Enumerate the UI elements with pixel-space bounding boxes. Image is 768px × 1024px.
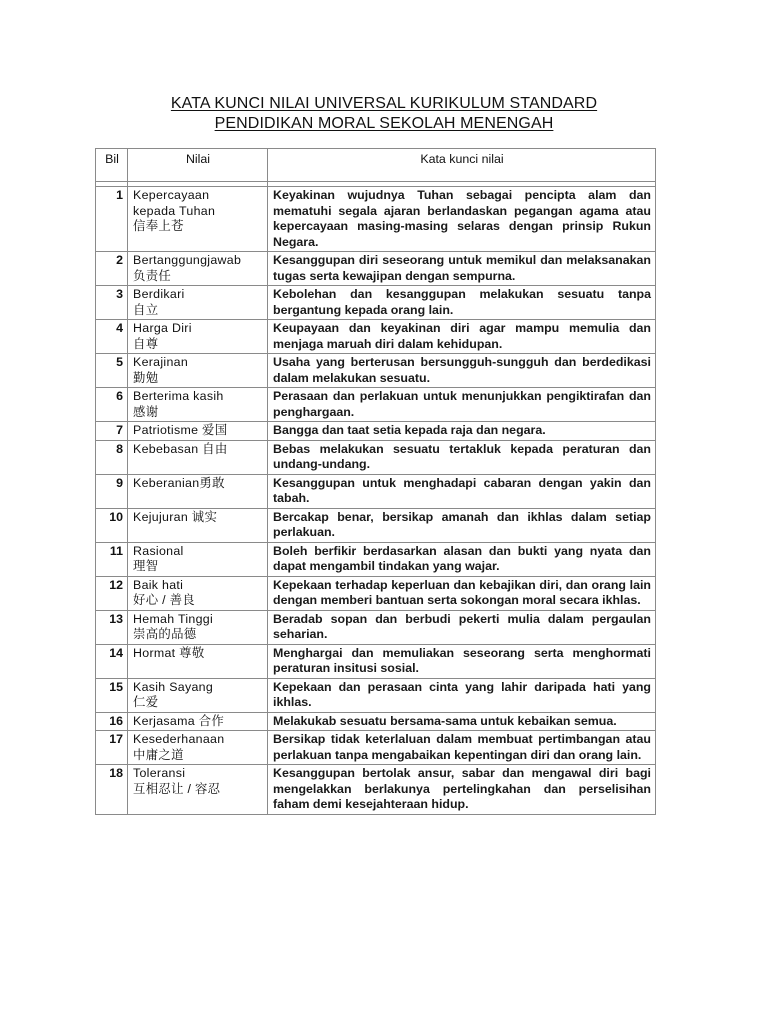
value-name-chinese: 感谢 — [133, 404, 159, 419]
header-kata-kunci: Kata kunci nilai — [268, 149, 656, 182]
value-name: Kasih Sayang — [133, 679, 214, 694]
keyword-description: Keupayaan dan keyakinan diri agar mampu memulia dan menjaga maruah diri dalam kehidupan. — [268, 320, 656, 354]
row-number: 11 — [96, 542, 128, 576]
value-name-chinese: 自尊 — [133, 336, 159, 351]
keyword-description: Bebas melakukan sesuatu tertakluk kepada peraturan dan undang-undang. — [268, 440, 656, 474]
value-name-cell — [128, 765, 268, 815]
table-row — [96, 286, 656, 320]
value-name-cell — [128, 542, 268, 576]
row-number: 18 — [96, 765, 128, 815]
keyword-description: Boleh berfikir berdasarkan alasan dan bukti yang nyata dan dapat mengambil tindakan yang wajar. — [268, 542, 656, 576]
table-row — [96, 678, 656, 712]
row-number: 2 — [96, 252, 128, 286]
value-name: Kerajinan — [133, 355, 189, 369]
keyword-description: Kepekaan terhadap keperluan dan kebajikan diri, dan orang lain dengan memberi bantuan serta sokongan moral secara ikhlas. — [268, 576, 656, 610]
value-name: Rasional — [133, 543, 184, 558]
value-name: Kebebasan 自由 — [133, 441, 228, 456]
title-line-2: PENDIDIKAN MORAL SEKOLAH MENENGAH — [214, 115, 554, 132]
row-number: 1 — [96, 187, 128, 252]
value-name-cell — [128, 712, 268, 731]
keyword-description: Menghargai dan memuliakan seseorang serta menghormati peraturan insitusi sosial. — [268, 644, 656, 678]
value-name-chinese: 自立 — [133, 302, 159, 317]
table-row — [96, 644, 656, 678]
row-number: 12 — [96, 576, 128, 610]
keyword-description: Kebolehan dan kesanggupan melakukan sesuatu tanpa bergantung kepada orang lain. — [268, 286, 656, 320]
value-name: Kerjasama 合作 — [133, 713, 225, 728]
value-name-chinese: 理智 — [133, 559, 159, 573]
keyword-description: Keyakinan wujudnya Tuhan sebagai pencipta alam dan mematuhi segala ajaran berlandaskan pegangan agama atau kepercayaan masing-masing selaras dengan prinsip Rukun Negara. — [268, 187, 656, 252]
value-name-cell — [128, 286, 268, 320]
value-name-chinese: 仁爱 — [133, 695, 159, 709]
value-name: Hormat 尊敬 — [133, 645, 205, 660]
value-name: Keberanian勇敢 — [133, 475, 225, 490]
value-name: Patriotisme 爱国 — [133, 423, 228, 437]
title-line-1: KATA KUNCI NILAI UNIVERSAL KURIKULUM STANDARD — [170, 95, 598, 112]
value-name: Kepercayaan — [133, 188, 210, 202]
value-name: Kesederhanaan — [133, 732, 225, 746]
value-name-chinese: 信奉上苍 — [133, 219, 184, 233]
table-row — [96, 320, 656, 354]
value-name-chinese: 互相忍让 / 容忍 — [133, 781, 221, 796]
value-name-cell — [128, 678, 268, 712]
row-number: 9 — [96, 474, 128, 508]
value-name-cell — [128, 576, 268, 610]
value-name-cell — [128, 440, 268, 474]
keyword-description: Kesanggupan diri seseorang untuk memikul dan melaksanakan tugas serta kewajipan dengan sempurna. — [268, 252, 656, 286]
table-header-row — [96, 149, 656, 182]
table-row — [96, 440, 656, 474]
row-number: 3 — [96, 286, 128, 320]
keyword-description: Bercakap benar, bersikap amanah dan ikhlas dalam setiap perlakuan. — [268, 508, 656, 542]
row-number: 14 — [96, 644, 128, 678]
value-name-cell — [128, 610, 268, 644]
table-body — [96, 182, 656, 815]
table-row — [96, 610, 656, 644]
table-row — [96, 354, 656, 388]
value-name-cell — [128, 388, 268, 422]
value-name-cell — [128, 422, 268, 441]
row-number: 10 — [96, 508, 128, 542]
table-row — [96, 576, 656, 610]
table-row — [96, 388, 656, 422]
value-name: Toleransi — [133, 766, 186, 780]
value-name: Berdikari — [133, 287, 185, 301]
header-bil: Bil — [96, 149, 128, 182]
row-number: 5 — [96, 354, 128, 388]
row-number: 8 — [96, 440, 128, 474]
table-row — [96, 187, 656, 252]
keyword-description: Bangga dan taat setia kepada raja dan negara. — [268, 422, 656, 441]
value-name-cell — [128, 320, 268, 354]
table-row — [96, 422, 656, 441]
value-name-chinese: 勤勉 — [133, 370, 159, 385]
keyword-description: Melakukab sesuatu bersama-sama untuk kebaikan semua. — [268, 712, 656, 731]
table-row — [96, 765, 656, 815]
value-name-cell — [128, 187, 268, 252]
value-name-cell — [128, 474, 268, 508]
row-number: 13 — [96, 610, 128, 644]
value-name-cell — [128, 731, 268, 765]
value-name-chinese: 崇高的品德 — [133, 627, 197, 641]
value-name-cell — [128, 354, 268, 388]
row-number: 16 — [96, 712, 128, 731]
value-name-line-2: kepada Tuhan — [133, 203, 216, 218]
keyword-description: Beradab sopan dan berbudi pekerti mulia dalam pergaulan seharian. — [268, 610, 656, 644]
row-number: 15 — [96, 678, 128, 712]
row-number: 4 — [96, 320, 128, 354]
keyword-description: Kesanggupan bertolak ansur, sabar dan mengawal diri bagi mengelakkan berlakunya pertelingkahan dan perselisihan faham demi kesejahteraan hidup. — [268, 765, 656, 815]
value-name: Hemah Tinggi — [133, 611, 214, 626]
value-name-cell — [128, 644, 268, 678]
value-name-chinese: 中庸之道 — [133, 747, 184, 762]
keyword-description: Bersikap tidak keterlaluan dalam membuat pertimbangan atau perlakuan tanpa mengabaikan kepentingan diri dan orang lain. — [268, 731, 656, 765]
document-title — [0, 94, 768, 134]
value-name: Berterima kasih — [133, 389, 224, 403]
table-row — [96, 474, 656, 508]
table-row — [96, 731, 656, 765]
keyword-description: Kepekaan dan perasaan cinta yang lahir daripada hati yang ikhlas. — [268, 678, 656, 712]
value-name-chinese: 好心 / 善良 — [133, 593, 195, 607]
keyword-description: Kesanggupan untuk menghadapi cabaran dengan yakin dan tabah. — [268, 474, 656, 508]
row-number: 17 — [96, 731, 128, 765]
header-nilai: Nilai — [128, 149, 268, 182]
table-row — [96, 508, 656, 542]
value-name: Kejujuran 诚实 — [133, 509, 218, 524]
keyword-description: Perasaan dan perlakuan untuk menunjukkan pengiktirafan dan penghargaan. — [268, 388, 656, 422]
value-name: Harga Diri — [133, 321, 192, 335]
row-number: 7 — [96, 422, 128, 441]
table-row — [96, 252, 656, 286]
values-table — [95, 148, 656, 815]
value-name-cell — [128, 252, 268, 286]
value-name-chinese: 负责任 — [133, 268, 172, 283]
value-name: Bertanggungjawab — [133, 253, 242, 267]
keyword-description: Usaha yang berterusan bersungguh-sungguh dan berdedikasi dalam melakukan sesuatu. — [268, 354, 656, 388]
value-name: Baik hati — [133, 577, 184, 592]
table-row — [96, 712, 656, 731]
table-row — [96, 542, 656, 576]
value-name-cell — [128, 508, 268, 542]
row-number: 6 — [96, 388, 128, 422]
